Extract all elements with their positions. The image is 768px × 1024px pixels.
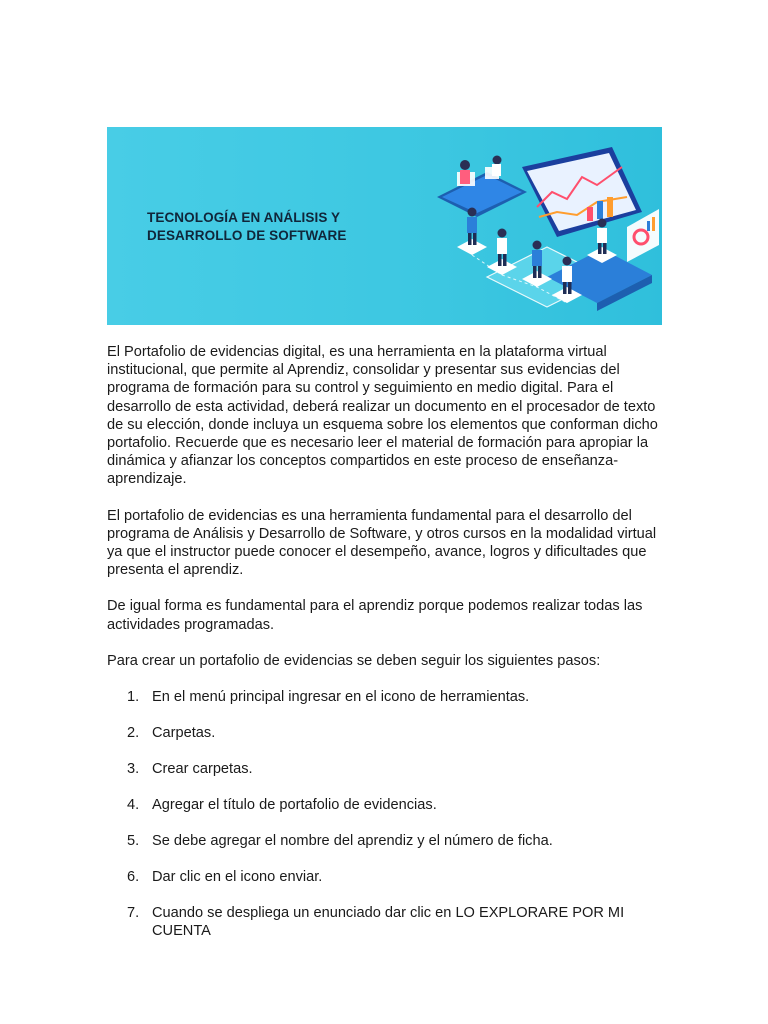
step-number: 6.: [127, 869, 140, 886]
step-text: Dar clic en el icono enviar.: [152, 869, 323, 886]
paragraph-intro: El Portafolio de evidencias digital, es una herramienta en la plataforma virtual institucional, que permite al Aprendiz, consolidar y presentar sus evidencias del programa de formación para su control y seguimiento en medio digital. Para el desarrollo de esta actividad, deberá realizar un documento en el procesador de texto de su elección, donde incluya un esquema sobre los elementos que conforman dicho portafolio. Recuerde que es necesario leer el material de formación para apropiar la dinámica y afianzar los conceptos compartidos en este proceso de enseñanza-aprendizaje.: [107, 344, 658, 488]
list-item: [107, 688, 667, 706]
step-text: Cuando se despliega un enunciado dar clic en LO EXPLORARE POR MI CUENTA: [152, 905, 625, 940]
step-text: En el menú principal ingresar en el icono de herramientas.: [152, 689, 530, 706]
list-item: [107, 724, 667, 742]
document-body: [107, 343, 667, 958]
list-item: [107, 904, 667, 940]
step-text: Carpetas.: [152, 725, 216, 742]
step-number: 7.: [127, 905, 140, 922]
paragraph-importance: El portafolio de evidencias es una herramienta fundamental para el desarrollo del programa de Análisis y Desarrollo de Software, y otros cursos en la modalidad virtual ya que el instructor puede conocer el desempeño, avance, logros y dificultades que presenta el aprendiz.: [107, 507, 657, 579]
step-number: 5.: [127, 833, 140, 850]
step-number: 1.: [127, 689, 140, 706]
paragraph-steps-intro: Para crear un portafolio de evidencias se deben seguir los siguientes pasos:: [107, 652, 601, 669]
step-number: 4.: [127, 797, 140, 814]
step-text: Se debe agregar el nombre del aprendiz y el número de ficha.: [152, 833, 553, 850]
software-team-illustration: [427, 127, 662, 325]
paragraph-aprendiz: De igual forma es fundamental para el aprendiz porque podemos realizar todas las actividades programadas.: [107, 598, 643, 633]
step-number: 2.: [127, 725, 140, 742]
step-text: Agregar el título de portafolio de evidencias.: [152, 797, 437, 814]
list-item: [107, 868, 667, 886]
banner-title-line-1: TECNOLOGÍA EN ANÁLISIS Y: [147, 210, 341, 225]
step-number: 3.: [127, 761, 140, 778]
list-item: [107, 832, 667, 850]
steps-list: [107, 688, 667, 940]
list-item: [107, 796, 667, 814]
banner-title-line-2: DESARROLLO DE SOFTWARE: [147, 228, 347, 243]
list-item: [107, 760, 667, 778]
step-text: Crear carpetas.: [152, 761, 253, 778]
banner-title: [147, 209, 387, 245]
header-banner: [107, 127, 662, 325]
